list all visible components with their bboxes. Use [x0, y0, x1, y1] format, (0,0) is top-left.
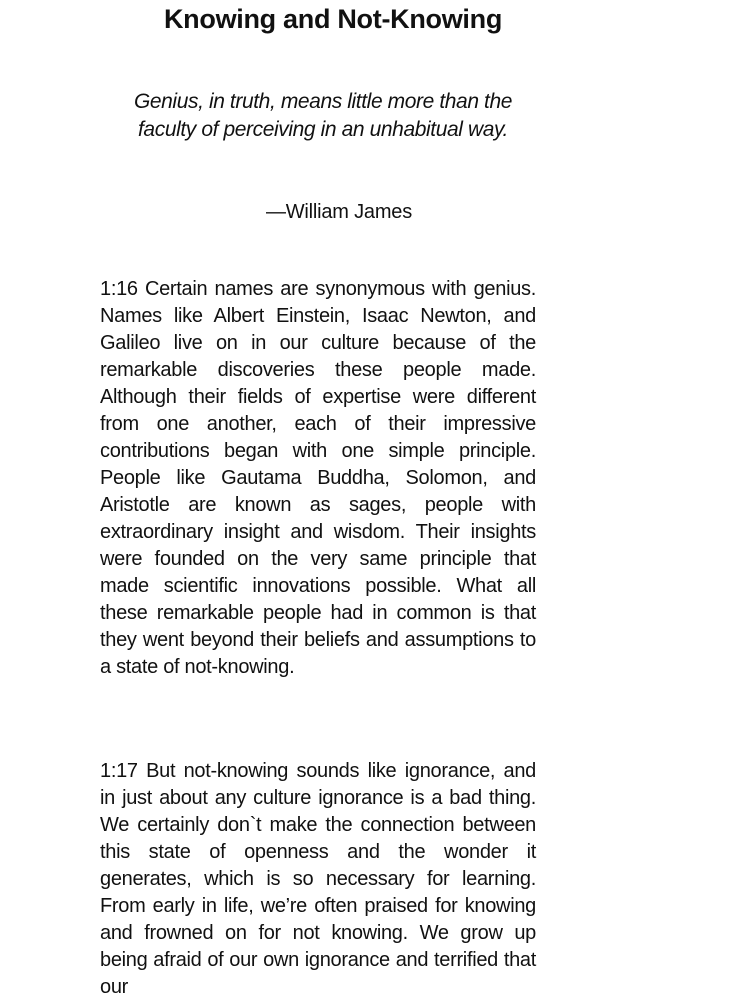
body-paragraph-1-16: 1:16 Certain names are synonymous with genius. Names like Albert Einstein, Isaac Newton, and Galileo live on in our culture because of the remarkable discoveries these people made. Although their fields of expertise were different from one another, each of their impressive contributions began with one simple principle. People like Gautama Buddha, Solomon, and Aristotle are known as sages, people with extraordinary insight and wisdom. Their insights were founded on the very same principle that made scientific innovations possible. What all these remarkable people had in common is that they went beyond their beliefs and assumptions to a state of not-knowing. [100, 278, 536, 678]
epigraph-attribution: —William James [265, 201, 413, 223]
chapter-title: Knowing and Not-Knowing [163, 4, 503, 34]
epigraph-quote: Genius, in truth, means little more than the faculty of perceiving in an unhabitual way. [133, 90, 513, 141]
body-paragraph-1-17: 1:17 But not-knowing sounds like ignorance, and in just about any culture ignorance is a bad thing. We certainly don`t make the connection between this state of openness and the wonder it generates, which is so necessary for learning. From early in life, we’re often praised for knowing and frowned on for not knowing. We grow up being afraid of our own ignorance and terrified that our [100, 760, 536, 998]
